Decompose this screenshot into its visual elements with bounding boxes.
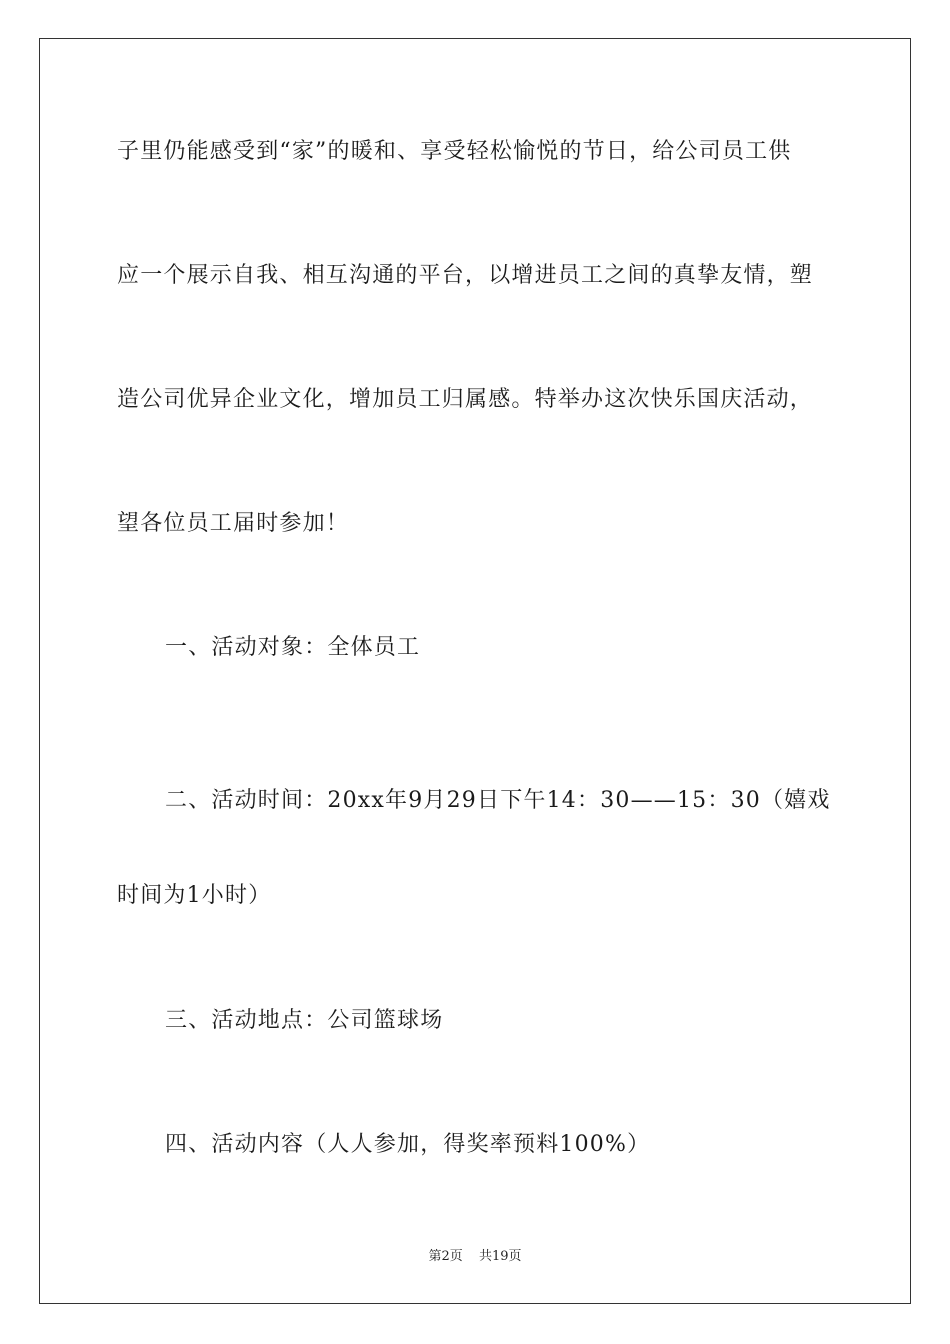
body-text-line-1: 子里仍能感受到“家”的暖和、享受轻松愉悦的节日，给公司员工供	[117, 139, 792, 164]
body-text-line-3: 造公司优异企业文化，增加员工归属感。特举办这次快乐国庆活动，	[117, 387, 814, 412]
body-text-line-4: 望各位员工届时参加！	[117, 511, 350, 536]
section-activity-time: 二、活动时间：20xx年9月29日下午14：30——15：30（嬉戏	[165, 788, 831, 813]
section-activity-time-continued: 时间为1小时）	[117, 883, 272, 908]
page-total: 共19页	[478, 1249, 522, 1264]
page-footer	[0, 1248, 950, 1266]
section-target-audience: 一、活动对象：全体员工	[165, 635, 421, 660]
section-activity-content: 四、活动内容（人人参加，得奖率预料100%）	[165, 1132, 651, 1157]
page-frame	[39, 38, 911, 1304]
body-text-line-2: 应一个展示自我、相互沟通的平台，以增进员工之间的真挚友情，塑	[117, 263, 814, 288]
section-activity-location: 三、活动地点：公司篮球场	[165, 1008, 444, 1033]
page-number: 第2页	[428, 1249, 463, 1264]
